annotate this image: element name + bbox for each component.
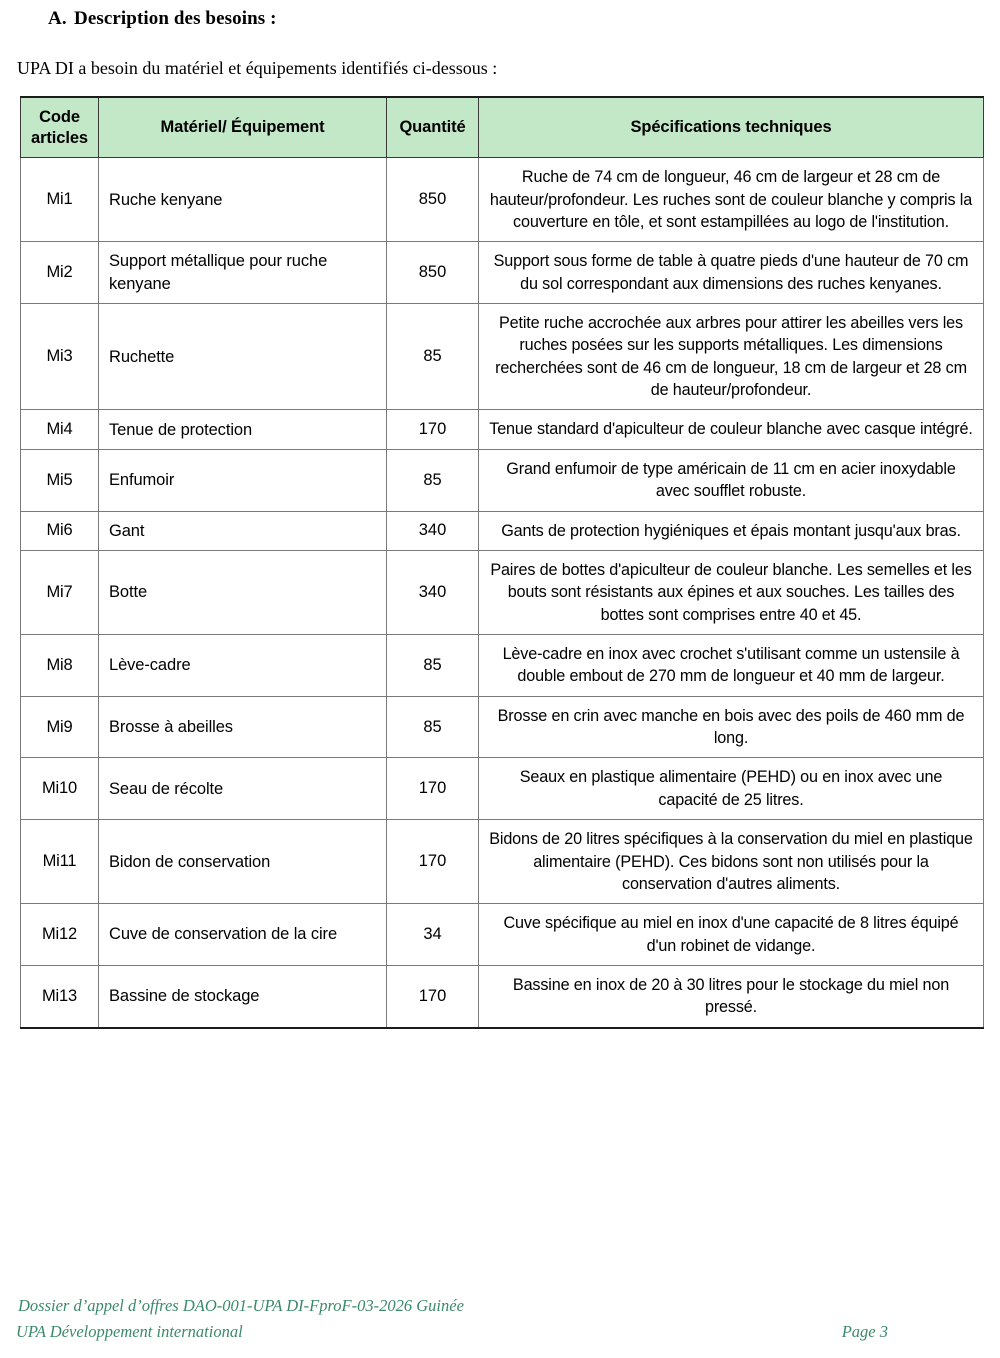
cell-spec: Seaux en plastique alimentaire (PEHD) ou en inox avec une capacité de 25 litres. xyxy=(479,758,984,820)
cell-quantity: 170 xyxy=(387,965,479,1027)
cell-item: Botte xyxy=(99,550,387,634)
cell-quantity: 85 xyxy=(387,449,479,511)
cell-spec: Paires de bottes d'apiculteur de couleur blanche. Les semelles et les bouts sont résistants aux épines et aux souches. Les tailles des bottes sont comprises entre 40 et 45. xyxy=(479,550,984,634)
column-header-code-line2: articles xyxy=(31,128,88,147)
table-row xyxy=(21,304,984,410)
cell-quantity: 85 xyxy=(387,635,479,697)
table-row xyxy=(21,904,984,966)
section-heading xyxy=(48,8,277,30)
cell-spec: Petite ruche accrochée aux arbres pour attirer les abeilles vers les ruches posées sur les supports métalliques. Les dimensions recherchées sont de 46 cm de longueur, 18 cm de largeur et 28 cm de hauteur/profondeur. xyxy=(479,304,984,410)
table-body xyxy=(21,158,984,1028)
table-row xyxy=(21,511,984,550)
table-row xyxy=(21,242,984,304)
cell-item: Bassine de stockage xyxy=(99,965,387,1027)
table-row xyxy=(21,635,984,697)
column-header-quantity: Quantité xyxy=(387,97,479,158)
table-row xyxy=(21,550,984,634)
cell-spec: Support sous forme de table à quatre pieds d'une hauteur de 70 cm du sol correspondant aux dimensions des ruches kenyanes. xyxy=(479,242,984,304)
cell-code: Mi9 xyxy=(21,696,99,758)
table-row xyxy=(21,820,984,904)
table-row xyxy=(21,449,984,511)
page-footer xyxy=(0,1296,1000,1358)
cell-item: Gant xyxy=(99,511,387,550)
cell-code: Mi12 xyxy=(21,904,99,966)
cell-item: Brosse à abeilles xyxy=(99,696,387,758)
footer-page-number: Page 3 xyxy=(841,1322,888,1341)
table-row xyxy=(21,696,984,758)
column-header-code xyxy=(21,97,99,158)
table-row xyxy=(21,410,984,449)
cell-quantity: 850 xyxy=(387,242,479,304)
cell-code: Mi3 xyxy=(21,304,99,410)
cell-code: Mi5 xyxy=(21,449,99,511)
cell-code: Mi11 xyxy=(21,820,99,904)
cell-spec: Ruche de 74 cm de longueur, 46 cm de largeur et 28 cm de hauteur/profondeur. Les ruches sont de couleur blanche y compris la couverture en tôle, et sont estampillées au logo de l'institution. xyxy=(479,158,984,242)
cell-item: Bidon de conservation xyxy=(99,820,387,904)
cell-quantity: 170 xyxy=(387,758,479,820)
table-row xyxy=(21,158,984,242)
cell-code: Mi2 xyxy=(21,242,99,304)
section-title: Description des besoins : xyxy=(74,8,277,29)
cell-spec: Gants de protection hygiéniques et épais montant jusqu'aux bras. xyxy=(479,511,984,550)
section-letter: A. xyxy=(48,8,67,29)
cell-spec: Bassine en inox de 20 à 30 litres pour le stockage du miel non pressé. xyxy=(479,965,984,1027)
cell-spec: Brosse en crin avec manche en bois avec des poils de 460 mm de long. xyxy=(479,696,984,758)
cell-item: Support métallique pour ruche kenyane xyxy=(99,242,387,304)
column-header-code-line1: Code xyxy=(39,108,80,126)
cell-quantity: 340 xyxy=(387,550,479,634)
cell-item: Cuve de conservation de la cire xyxy=(99,904,387,966)
footer-tender-reference: Dossier d’appel d’offres DAO-001-UPA DI-FproF-03-2026 Guinée xyxy=(18,1296,464,1315)
cell-quantity: 85 xyxy=(387,696,479,758)
cell-code: Mi1 xyxy=(21,158,99,242)
cell-code: Mi7 xyxy=(21,550,99,634)
cell-quantity: 170 xyxy=(387,820,479,904)
cell-spec: Bidons de 20 litres spécifiques à la conservation du miel en plastique alimentaire (PEHD). Ces bidons sont non utilisés pour la conservation d'autres aliments. xyxy=(479,820,984,904)
table-header-row xyxy=(21,97,984,158)
cell-spec: Cuve spécifique au miel en inox d'une capacité de 8 litres équipé d'un robinet de vidange. xyxy=(479,904,984,966)
requirements-table xyxy=(20,96,984,1029)
cell-item: Seau de récolte xyxy=(99,758,387,820)
footer-organization: UPA Développement international xyxy=(16,1322,243,1341)
cell-quantity: 850 xyxy=(387,158,479,242)
cell-quantity: 170 xyxy=(387,410,479,449)
table-row xyxy=(21,965,984,1027)
cell-item: Enfumoir xyxy=(99,449,387,511)
column-header-spec: Spécifications techniques xyxy=(479,97,984,158)
cell-code: Mi6 xyxy=(21,511,99,550)
table-row xyxy=(21,758,984,820)
cell-spec: Lève-cadre en inox avec crochet s'utilisant comme un ustensile à double embout de 270 mm de longueur et 40 mm de largeur. xyxy=(479,635,984,697)
cell-quantity: 340 xyxy=(387,511,479,550)
cell-item: Lève-cadre xyxy=(99,635,387,697)
cell-code: Mi4 xyxy=(21,410,99,449)
cell-spec: Grand enfumoir de type américain de 11 cm en acier inoxydable avec soufflet robuste. xyxy=(479,449,984,511)
cell-code: Mi13 xyxy=(21,965,99,1027)
cell-spec: Tenue standard d'apiculteur de couleur blanche avec casque intégré. xyxy=(479,410,984,449)
column-header-item: Matériel/ Équipement xyxy=(99,97,387,158)
cell-item: Ruchette xyxy=(99,304,387,410)
intro-paragraph: UPA DI a besoin du matériel et équipements identifiés ci-dessous : xyxy=(17,58,498,78)
cell-item: Ruche kenyane xyxy=(99,158,387,242)
cell-code: Mi8 xyxy=(21,635,99,697)
cell-quantity: 34 xyxy=(387,904,479,966)
cell-item: Tenue de protection xyxy=(99,410,387,449)
cell-quantity: 85 xyxy=(387,304,479,410)
table-header xyxy=(21,97,984,158)
cell-code: Mi10 xyxy=(21,758,99,820)
